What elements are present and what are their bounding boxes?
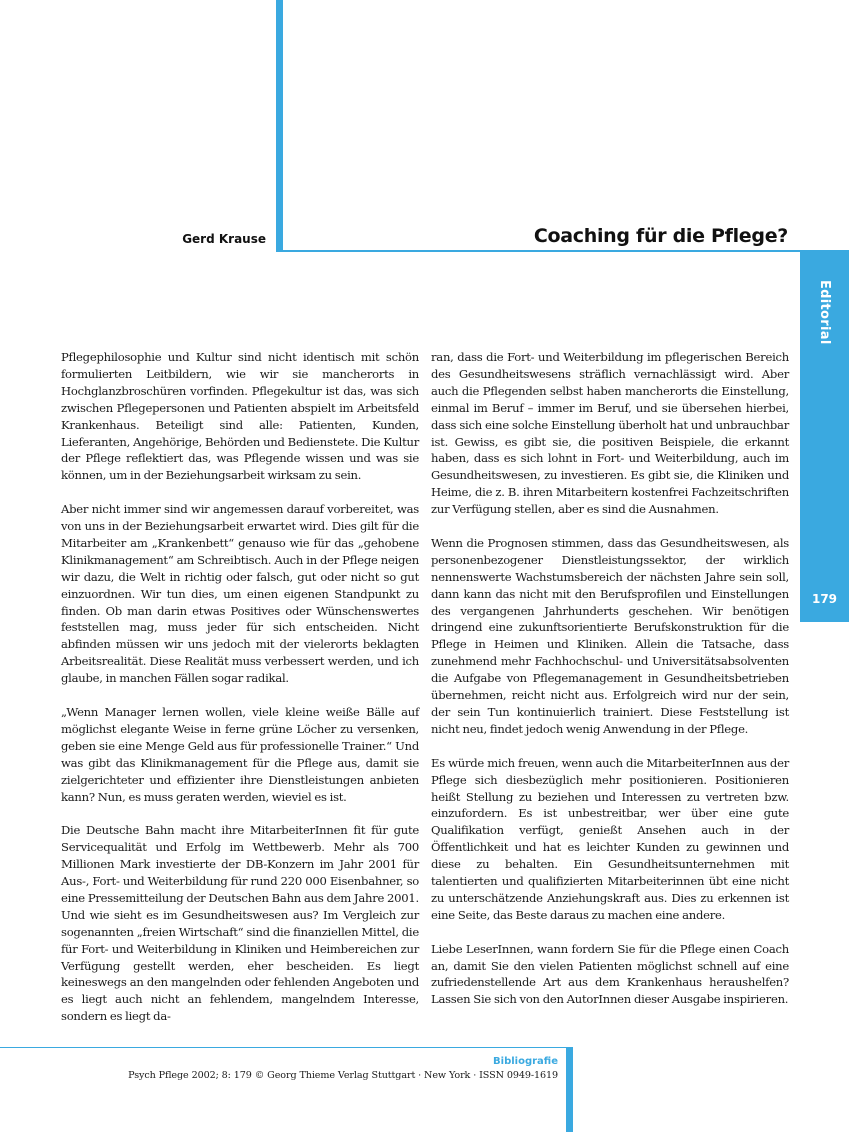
left-column <box>61 349 419 1025</box>
paragraph: „Wenn Manager lernen wollen, viele kleine weiße Bälle auf möglichst elegante Weise in ferne grüne Löcher zu versenken, geben sie eine Menge Geld aus für professionelle Trainer.“ Und was gibt das Klinikmanagement für die Pflege aus, damit sie zielgerichteter und effizienter ihre Dienstleistungen anbieten kann? Nun, es muss geraten werden, wieviel es ist. <box>61 705 419 804</box>
paragraph: Liebe LeserInnen, wann fordern Sie für die Pflege einen Coach an, damit Sie den vielen Patienten möglichst schnell auf eine zufriedenstellende Art aus dem Krankenhaus heraushelfen? Lassen Sie sich von den AutorInnen dieser Ausgabe inspirieren. <box>431 941 789 1007</box>
bibliography-label: Bibliografie <box>493 1056 558 1067</box>
page-number: 179 <box>811 592 838 606</box>
footer-rule <box>0 1047 570 1048</box>
article-title: Coaching für die Pflege? <box>533 225 788 247</box>
paragraph: ran, dass die Fort- und Weiterbildung im pflegerischen Bereich des Gesundheitswesens sträflich vernachlässigt wird. Aber auch die Pflegenden selbst haben mancherorts die Einstellung, einmal im Beruf – immer im Beruf, und sie übersehen hierbei, dass sich eine solche Einstellung überholt hat und unbrauchbar ist. Gewiss, es gibt sie, die positiven Beispiele, die erkannt haben, dass es sich lohnt in Fort- und Weiterbildung, auch im Gesundheitswesen, zu investieren. Es gibt sie, die Kliniken und Heime, die z. B. ihren Mitarbeitern kostenfrei Fachzeitschriften zur Verfügung stellen, aber es sind die Ausnahmen. <box>431 350 789 517</box>
paragraph: Wenn die Prognosen stimmen, dass das Gesundheitswesen, als personenbezogener Dienstleistungssektor, der wirklich nennenswerte Wachstumsbereich der nächsten Jahre sein soll, dann kann das nicht mit den Berufsprofilen und Einstellungen des vergangenen Jahrhunderts geschehen. Wir benötigen dringend eine zukunftsorientierte Berufskonstruktion für die Pflege in Heimen und Kliniken. Allein die Tatsache, dass zunehmend mehr Fachhochschul- und Universitätsabsolventen die Aufgabe von Pflegemanagement in Gesundheitsbetrieben übernehmen, reicht nicht aus. Erfolgreich wird nur der sein, der sein Tun kontinuierlich trainiert. Diese Feststellung ist nicht neu, findet jedoch wenig Anwendung in der Pflege. <box>431 535 789 736</box>
header-rule <box>276 250 849 252</box>
accent-bar-top <box>276 0 283 251</box>
paragraph: Die Deutsche Bahn macht ihre MitarbeiterInnen fit für gute Servicequalität und Erfolg im Wettbewerb. Mehr als 700 Millionen Mark investierte der DB-Konzern im Jahr 2001 für Aus-, Fort- und Weiterbildung für rund 220 000 Eisenbahner, so eine Pressemitteilung der Deutschen Bahn aus dem Jahre 2001. Und wie sieht es im Gesundheitswesen aus? Im Vergleich zur sogenannten „freien Wirtschaft“ sind die finanziellen Mittel, die für Fort- und Weiterbildung in Kliniken und Heimbereichen zur Verfügung gestellt werden, eher bescheiden. Es liegt keineswegs an den mangelnden oder fehlenden Angeboten und es liegt auch nicht an fehlendem, mangelndem Interesse, sondern es liegt da- <box>61 823 419 1024</box>
paragraph: Aber nicht immer sind wir angemessen darauf vorbereitet, was von uns in der Beziehungsarbeit erwartet wird. Dies gilt für die Mitarbeiter am „Krankenbett“ genauso wie für das „gehobene Klinikmanagement“ am Schreibtisch. Auch in der Pflege neigen wir dazu, die Welt in richtig oder falsch, gut oder nicht so gut einzuordnen. Wir tun dies, um einen eigenen Standpunkt zu finden. Ob man darin etwas Positives oder Wünschenswertes feststellen mag, muss jeder für sich entscheiden. Nicht abfinden müssen wir uns jedoch mit der vielerorts beklagten Arbeitsrealität. Diese Realität muss verbessert werden, und ich glaube, in manchen Fällen sogar radikal. <box>61 502 419 686</box>
accent-bar-bottom <box>566 1047 573 1132</box>
author-name: Gerd Krause <box>182 232 266 246</box>
paragraph: Pflegephilosophie und Kultur sind nicht identisch mit schön formulierten Leitbildern, wie wir sie mancherorts in Hochglanzbroschüren vorfinden. Pflegekultur ist das, was sich zwischen Pflegepersonen und Patienten abspielt im Arbeitsfeld Krankenhaus. Beteiligt sind alle: Patienten, Kunden, Lieferanten, Angehörige, Behörden und Bedienstete. Die Kultur der Pflege reflektiert das, was Pflegende wissen und was sie können, um in der Beziehungsarbeit wirksam zu sein. <box>61 350 419 483</box>
right-column <box>431 349 789 1008</box>
paragraph: Es würde mich freuen, wenn auch die MitarbeiterInnen aus der Pflege sich diesbezüglich mehr positionieren. Positionieren heißt Stellung zu beziehen und Interessen zu vertreten bzw. einzufordern. Es ist unbestreitbar, wer über eine gute Qualifikation verfügt, genießt Ansehen auch in der Öffentlichkeit und hat es leichter Kunden zu gewinnen und diese zu behalten. Ein Gesundheitsunternehmen mit talentierten und qualifizierten Mitarbeiterinnen übt eine nicht zu unterschätzende Anziehungskraft aus. Dies zu erkennen ist eine Seite, das Beste daraus zu machen eine andere. <box>431 755 789 922</box>
section-label-text: Editorial <box>817 279 832 345</box>
citation-line: Psych Pflege 2002; 8: 179 © Georg Thieme Verlag Stuttgart · New York · ISSN 0949-1619 <box>128 1070 558 1081</box>
section-label <box>800 252 849 372</box>
